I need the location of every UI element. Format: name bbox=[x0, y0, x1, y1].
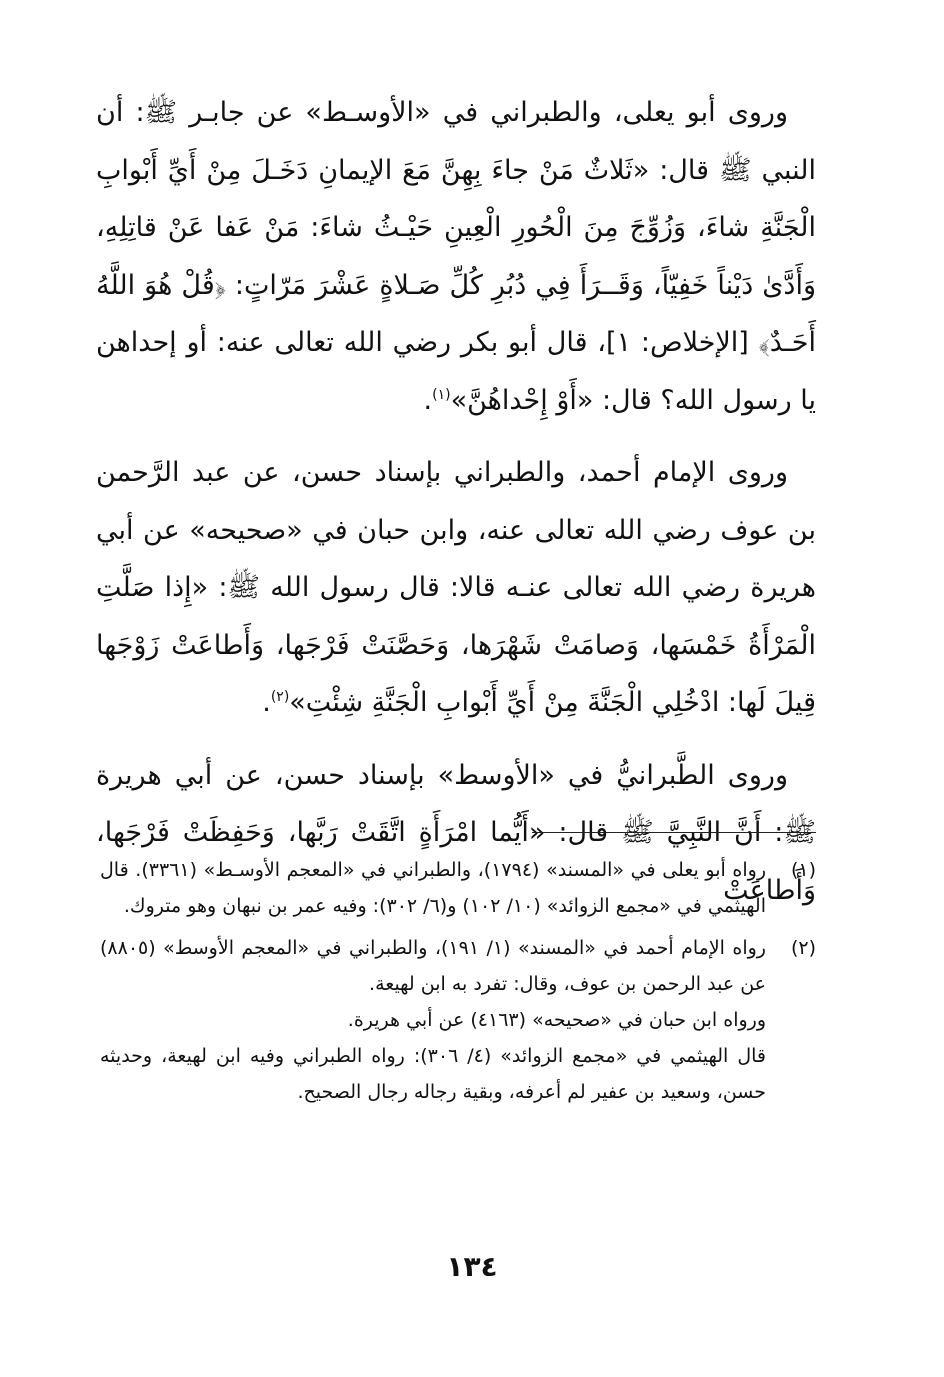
footnote bbox=[100, 930, 816, 1110]
paragraph-text: وروى الإمام أحمد، والطبراني بإسناد حسن، عن عبد الرَّحمن بن عوف رضي الله تعالى عنه، وابن حبان في «صحيحه» عن أبي هريرة رضي الله تعالى عنـه قالا: قال رسول الله ﷺ: «إِذا صَلَّتِ الْمَرْأَةُ خَمْسَها، وَصامَتْ شَهْرَها، وَحَصَّنَتْ فَرْجَها، وَأَطاعَتْ زَوْجَها قِيلَ لَها: ادْخُلِي الْجَنَّةَ مِنْ أَيِّ أَبْوابِ الْجَنَّةِ شِئْتِ» bbox=[96, 457, 816, 718]
footnote-body bbox=[100, 930, 766, 1110]
paragraph-text: وروى الطَّبرانيُّ في «الأوسط» بإسناد حسن، عن أبي هريرة ﷺ: أَنَّ النَّبِيَّ ﷺ قال: «أَيُّما امْرَأَةٍ اتَّقَتْ رَبَّها، وَحَفِظَتْ فَرْجَها، وَأَطاعَتْ bbox=[96, 759, 816, 906]
footnote-text: رواه الإمام أحمد في «المسند» (١/ ١٩١)، والطبراني في «المعجم الأوسط» (٨٨٠٥) عن عبد الرحمن بن عوف، وقال: تفرد به ابن لهيعة. bbox=[100, 937, 766, 995]
page-number: ١٣٤ bbox=[446, 1250, 498, 1283]
footnotes bbox=[100, 852, 816, 1116]
paragraph-end: . bbox=[423, 384, 433, 416]
paragraph bbox=[96, 444, 816, 732]
footnote-body bbox=[100, 852, 766, 924]
paragraph-text: وروى أبو يعلى، والطبراني في «الأوسـط» عن جابـر ﷺ: أن النبي ﷺ قال: «ثَلاثٌ مَنْ جاءَ بِهِنَّ مَعَ الإيمانِ دَخَـلَ مِنْ أَيِّ أَبْوابِ الْجَنَّةِ شاءَ، وَزُوِّجَ مِنَ الْحُورِ الْعِينِ حَيْـثُ شاءَ: مَنْ عَفا عَنْ قاتِلِهِ، وَأَدَّىٰ دَيْناً خَفِيّاً، وَقَــرَأَ فِي دُبُرِ كُلِّ صَـلاةٍ عَشْرَ مَرّاتٍ: ﴿قُلْ هُوَ اللَّهُ أَحَـدٌ﴾ [الإخلاص: ١]، قال أبو بكر رضي الله تعالى عنه: أو إحداهن يا رسول الله؟ قال: «أَوْ إِحْداهُنَّ» bbox=[96, 97, 816, 416]
footnote-number: (٢) bbox=[790, 937, 816, 959]
footnote-divider bbox=[532, 832, 816, 833]
footnote-text: رواه أبو يعلى في «المسند» (١٧٩٤)، والطبراني في «المعجم الأوسـط» (٣٣٦١). قال الهيثمي في «مجمع الزوائد» (١٠/ ١٠٢) و(٦/ ٣٠٢): وفيه عمر بن نبهان وهو متروك. bbox=[100, 859, 766, 917]
main-text bbox=[96, 84, 816, 934]
paragraph bbox=[96, 84, 816, 429]
paragraph-end: . bbox=[262, 687, 271, 718]
footnote-text: قال الهيثمي في «مجمع الزوائد» (٤/ ٣٠٦): رواه الطبراني وفيه ابن لهيعة، وحديثه حسن، وسعيد بن عفير لم أعرفه، وبقية رجاله رجال الصحيح. bbox=[100, 1045, 766, 1103]
footnote-number: (١) bbox=[790, 859, 816, 881]
footnote-reference: (٢) bbox=[270, 689, 290, 705]
footnote-reference: (١) bbox=[432, 386, 451, 403]
footnote-text: ورواه ابن حبان في «صحيحه» (٤١٦٣) عن أبي هريرة. bbox=[347, 1009, 766, 1031]
footnote bbox=[100, 852, 816, 924]
